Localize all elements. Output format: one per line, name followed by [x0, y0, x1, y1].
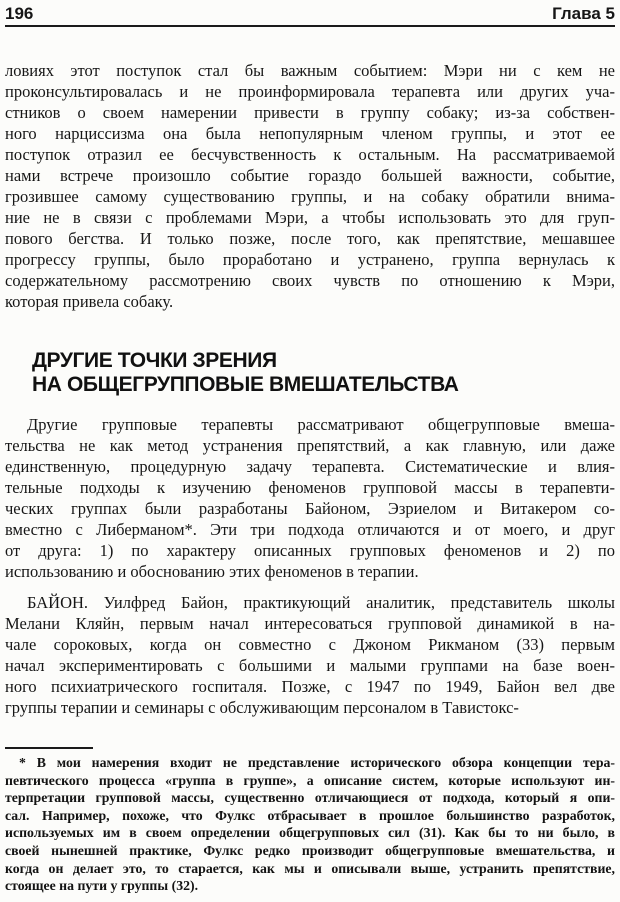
text-line: ческих группах были разработаны Байоном, Эзриелом и Витакером со-	[5, 499, 615, 518]
text-line: ного нарциссизма она была непопулярным членом группы, и этот ее	[5, 124, 615, 143]
text-line: Другие групповые терапевты рассматривают общегрупповые вмеша-	[27, 415, 615, 434]
text-line: сал. Например, похоже, что Фулкс отбрасывает в прошлое большинство разработок,	[5, 807, 615, 823]
text-line: пового бегства. И только позже, после того, как препятствие, мешавшее	[5, 229, 615, 248]
text-line: когда он делает это, то старается, как мы и описывали выше, устранить препятствие,	[5, 860, 615, 876]
text-line: Мелани Кляйн, первым начал интересоваться групповой динамикой в на-	[5, 614, 615, 633]
page-number: 196	[5, 4, 34, 23]
text-line: грозившее самому существованию группы, и на собаку обратили внима-	[5, 187, 615, 206]
footnote-separator	[5, 747, 93, 749]
text-line: ного психиатрического госпиталя. Позже, с 1947 по 1949, Байон вел две	[5, 677, 615, 696]
text-line: которая привела собаку.	[5, 292, 174, 311]
section-heading	[32, 349, 615, 397]
text-line: тельные подходы к изучению феноменов групповой массы в терапевти-	[5, 478, 615, 497]
footnote	[5, 754, 615, 895]
text-line: проконсультировалась и не проинформировала терапевта или других уча-	[5, 82, 615, 101]
text-line: начал экспериментировать с большими и малыми группами на базе воен-	[5, 656, 615, 675]
text-line: НА ОБЩЕГРУППОВЫЕ ВМЕШАТЕЛЬСТВА	[32, 373, 459, 396]
text-line: группы терапии и семинары с обслуживающим персоналом в Тавистокс-	[5, 698, 519, 717]
text-line: вместно с Либерманом*. Эти три подхода отличаются и от моего, и друг	[5, 520, 615, 539]
text-line: ловиях этот поступок стал бы важным событием: Мэри ни с кем не	[5, 61, 615, 80]
body-paragraph-1	[5, 60, 615, 312]
text-line: терпретации групповой массы, существенно отличающиеся от подхода, который я опи-	[5, 790, 615, 806]
body-paragraph-2	[5, 414, 615, 582]
text-line: используемых им в своем определении общегрупповых сил (31). Как бы то ни было, в	[5, 825, 615, 841]
text-line: ДРУГИЕ ТОЧКИ ЗРЕНИЯ	[32, 349, 277, 372]
text-line: использованию и обоснованию этих феноменов в терапии.	[5, 562, 419, 581]
text-line: от друга: 1) по характеру описанных групповых феноменов и 2) по	[5, 541, 615, 560]
text-line: прогрессу группы, было проработано и устранено, группа вернулась к	[5, 250, 615, 269]
text-line: ние не в связи с проблемами Мэри, а чтобы использовать это для груп-	[5, 208, 615, 227]
text-line: стников о своем намерении привести в группу собаку; из-за собствен-	[5, 103, 615, 122]
text-line: тельства не как метод устранения препятствий, а как главную, или даже	[5, 436, 615, 455]
text-line: нами встрече произошло событие гораздо большей важности, событие,	[5, 166, 615, 185]
text-line: своей нынешней практике, Фулкс редко производит общегрупповые вмешательства, и	[5, 842, 615, 858]
body-paragraph-3	[5, 592, 615, 718]
text-line: БАЙОН. Уилфред Байон, практикующий аналитик, представитель школы	[27, 593, 615, 612]
text-line: единственную, процедурную задачу терапевта. Систематические и влия-	[5, 457, 615, 476]
text-line: содержательному рассмотрению своих чувств по отношению к Мэри,	[5, 271, 615, 290]
text-line: стоящее на пути у группы (32).	[5, 878, 199, 894]
text-line: чале сороковых, когда он совместно с Джоном Рикманом (33) первым	[5, 635, 615, 654]
text-line: * В мои намерения входит не представление исторического обзора концепции тера-	[19, 755, 615, 770]
header-rule	[5, 25, 615, 27]
text-line: певтического процесса «группа в группе», а описание систем, которые используют ин-	[5, 772, 615, 788]
chapter-title: Глава 5	[552, 4, 615, 23]
running-header	[5, 4, 615, 23]
text-line: поступок отразил ее бесчувственность к остальным. На рассматриваемой	[5, 145, 615, 164]
